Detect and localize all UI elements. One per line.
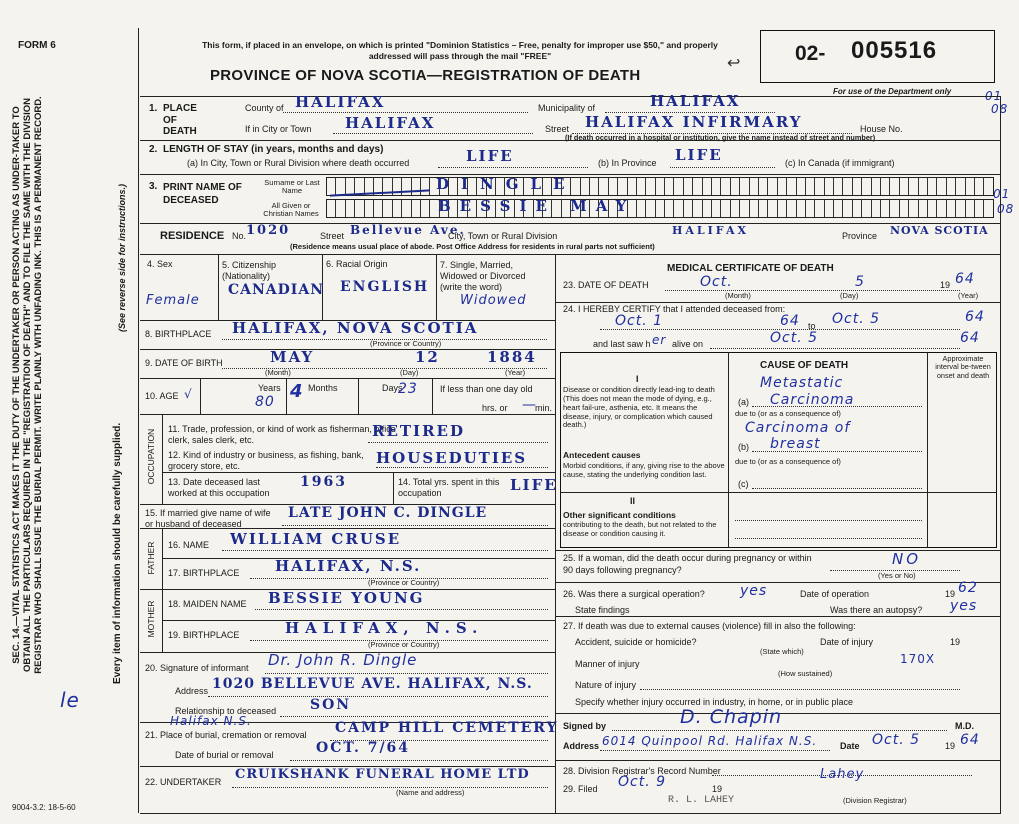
- death-day: 5: [855, 274, 865, 290]
- stay-city-field: LIFE: [466, 147, 514, 165]
- mother-maiden-name: BESSIE YOUNG: [268, 589, 425, 607]
- undertaker-field: CRUIKSHANK FUNERAL HOME LTD: [235, 767, 530, 782]
- age-days: 23: [398, 381, 418, 397]
- father-name: WILLIAM CRUSE: [230, 530, 402, 548]
- filed-date: Oct. 9: [618, 774, 667, 790]
- medical-certificate-title: MEDICAL CERTIFICATE OF DEATH: [667, 263, 834, 274]
- age-years: 80: [255, 394, 275, 410]
- attended-from-year: 64: [780, 313, 800, 329]
- informant-address: 1020 BELLEVUE AVE. HALIFAX, N.S.: [212, 676, 533, 692]
- margin-code-1: 01: [985, 89, 1003, 103]
- cause-a-line1: Metastatic: [760, 375, 844, 391]
- sec14-notice: SEC. 14.—VITAL STATISTICS ACT MAKES IT THE DUTY OF THE UNDERTAKER OR PERSON ACTING AS UNDER-TAKER TO OBTAIN ALL THE PARTICULARS REQUIRED IN THE "REGISTRATION OF DEATH" AND TO FILE THE SAME WITH THE DIVISION REGISTRAR WHO SHALL ISSUE THE BURIAL PERMIT. WRITE PLAINLY WITH UNFADING INK. THIS IS A PERMANENT RECORD.: [11, 96, 44, 674]
- margin-code-4: 08: [997, 202, 1015, 216]
- margin-code-2: 08: [991, 102, 1009, 116]
- burial-note: Halifax N.S.: [170, 714, 252, 728]
- every-item-note: Every item of information should be carefully supplied.: [112, 422, 123, 684]
- operation-year: 62: [958, 580, 978, 596]
- occupation-trade: RETIRED: [372, 422, 465, 440]
- pregnancy-answer: NO: [892, 550, 922, 568]
- county-field: HALIFAX: [295, 93, 386, 111]
- residence-province: NOVA SCOTIA: [890, 224, 989, 237]
- informant-signature: Dr. John R. Dingle: [268, 651, 418, 669]
- registrar-signature-mark: Lahey: [820, 767, 865, 782]
- sidebar-mark: le: [60, 688, 80, 712]
- dob-day: 12: [415, 348, 440, 366]
- citizenship-field: CANADIAN: [228, 282, 325, 298]
- burial-date: OCT. 7/64: [316, 740, 411, 756]
- physician-address: 6014 Quinpool Rd. Halifax N.S.: [602, 734, 818, 748]
- cause-b-line1: Carcinoma of: [745, 420, 851, 436]
- attended-to-year: 64: [965, 309, 985, 325]
- age-months: 4: [290, 381, 304, 402]
- form-code: 9004-3.2: 18-5-60: [12, 803, 76, 812]
- manner-mark: 170X: [900, 652, 936, 666]
- residence-street: Bellevue Ave.: [350, 223, 466, 237]
- surname-field: DINGLE: [436, 175, 577, 193]
- mother-side-label: MOTHER: [146, 600, 156, 638]
- sex-field: Female: [146, 293, 200, 308]
- death-year: 64: [955, 271, 975, 287]
- physician-signature: D. Chapin: [680, 706, 783, 728]
- marital-status-field: Widowed: [460, 293, 527, 308]
- form-title: PROVINCE OF NOVA SCOTIA—REGISTRATION OF DEATH: [210, 67, 641, 84]
- stay-province-field: LIFE: [675, 146, 723, 164]
- municipality-field: HALIFAX: [650, 92, 741, 110]
- print-name-label: PRINT NAME OF DECEASED: [163, 182, 242, 206]
- dob-month: MAY: [270, 348, 315, 366]
- certificate-date: Oct. 5: [872, 732, 921, 748]
- informant-relationship: SON: [310, 697, 352, 713]
- surgical-operation-answer: yes: [740, 583, 768, 599]
- last-saw-alive: Oct. 5: [770, 330, 819, 346]
- registration-number: 005516: [851, 37, 938, 64]
- attended-to: Oct. 5: [832, 311, 881, 327]
- autopsy-answer: yes: [950, 598, 978, 614]
- cause-a-line2: Carcinoma: [770, 392, 855, 408]
- burial-place: CAMP HILL CEMETERY: [335, 720, 559, 736]
- death-month: Oct.: [700, 274, 733, 290]
- arrow-mark: ↩: [727, 55, 741, 72]
- postal-notice: This form, if placed in an envelope, on which is printed "Dominion Statistics – Free, penalty for improper use $50," and properly addressed will pass through the mail "FREE": [202, 40, 718, 61]
- death-registration-form: FORM 6 This form, if placed in an envelope, on which is printed "Dominion Statistics – Free, penalty for improper use $50," and properly addressed will pass through the mail "FREE" PROVINCE OF NOVA SCOTIA—REGISTRATION OF DEATH 02- 005516 ↩ For use of the Department only 01 08 01 08 SEC. 14.—VITAL STATISTICS ACT MAKES IT THE DUTY OF THE UNDERTAKER OR PERSON ACTING AS UNDER-TAKER TO OBTAIN ALL THE PARTICULARS REQUIRED IN THE "REGISTRATION OF DEATH" AND TO FILE THE SAME WITH THE DIVISION REGISTRAR WHO SHALL ISSUE THE BURIAL PERMIT. WRITE PLAINLY WITH UNFADING INK. THIS IS A PERMANENT RECORD. Every item of information should be carefully supplied. (See reverse side for instructions.) le 1. PLACE OF DEATH County of HALIFAX Municipality of HALIFAX If in City or Town HALIFAX Street HALIFAX INFIRMARY House No. (If death occurred in a hospital or institution, give the name instead of street and number) 2. LENGTH OF STAY (in years, months and days) (a) In City, Town or Rural Division where death occurred LIFE (b) In Province LIFE (c) In Canada (if immigrant) 3. PRINT NAME OF DECEASED Surname or Last Name All Given or Christian Names DINGLE BESSIE MAY RESIDENCE No. 1020 Street Bellevue Ave. City, Town or Rural Division HALIFAX Province NOVA SCOTIA (Residence means usual place of abode. Post Office Address for residents in rural parts not sufficient) 4. Sex Female 5. Citizenship (Nationality) CANADIAN 6. Racial Origin ENGLISH 7. Single, Married, Widowed or Divorced (write the word) Widowed 8. BIRTHPLACE HALIFAX, NOVA SCOTIA (Province or Country) 9. DATE OF BIRTH MAY 12 1884 (Month) (Day) (Year) 10. AGE √ Years 80 4 Months Days 23 If less than one day old hrs. or — min. OCCUPATION 11. Trade, profession, or kind of work as fisherman, office clerk, sales clerk, etc. RETIRED 12. Kind of industry or business, as fishing, bank, grocery store, etc. HOUSEDUTIES 13. Date deceased last worked at this occupation 1963 14. Total yrs. spent in this occupation LIFE 15. If married give name of wife or husband of deceased LATE JOHN C. DINGLE FATHER MOTHER 16. NAME WILLIAM CRUSE 17. BIRTHPLACE HALIFAX, N.S. (Province or Country) 18. MAIDEN NAME BESSIE YOUNG 19. BIRTHPLACE HALIFAX, N.S. (Province or Country) 20. Signature of informant Dr. John R. Dingle Address 1020 BELLEVUE AVE. HALIFAX, N.S. Relationship to deceased SON Halifax N.S. 21. Place of burial, cremation or removal CAMP HILL CEMETERY Date of burial or removal OCT. 7/64 22. UNDERTAKER CRUIKSHANK FUNERAL HOME LTD (Name and address) MEDICAL CERTIFICATE OF DEATH 23. DATE OF DEATH Oct. 5 19 64 (Month) (Day) (Year) 24. I HEREBY CERTIFY that I attended deceased from: Oct. 1 64 to Oct. 5 64 and last saw h er alive on Oct. 5 64 CAUSE OF DEATH Approximate interval be-tween onset and death I Disease or condition directly lead-ing to death (This does not mean the mode of dying, e.g., heart fail-ure, asthenia, etc. It means the disease, injury, or complication which caused death.) (a) Metastatic Carcinoma due to (or as a consequence of) Carcinoma of breast (b) Antecedent causes Morbid conditions, if any, giving rise to the above cause, stating the underlying condition last. due to (or as a consequence of) (c) II Other significant conditions contributing to the death, but not related to the disease or condition causing it. 25. If a woman, did the death occur during pregnancy or within 90 days following pregnancy? NO (Yes or No) 26. Was there a surgical operation? yes Date of operation 19 62 State findings Was there an autopsy? yes 27. If death was due to external causes (violence) fill in also the following: Accident, suicide or homicide? Date of injury 19 (State which) Manner of injury 170X (How sustained) Nature of injury Specify whether injury occurred in industry, in home, or in public place Signed by D. Chapin M.D. Address 6014 Quinpool Rd. Halifax N.S. Date Oct. 5 19 64 28. Division Registrar's Record Number 29. Filed Oct. 9 19 Lahey R. L. LAHEY (Division Registrar) 9004-3.2: 18-5-60: [0, 0, 1019, 824]
- dob-year: 1884: [487, 348, 537, 366]
- attended-from: Oct. 1: [615, 313, 664, 329]
- last-saw-year: 64: [960, 330, 980, 346]
- spouse-field: LATE JOHN C. DINGLE: [288, 505, 488, 521]
- racial-origin-field: ENGLISH: [340, 279, 430, 295]
- sidebar-divider: [138, 28, 139, 813]
- father-side-label: FATHER: [146, 541, 156, 575]
- father-birthplace: HALIFAX, N.S.: [275, 557, 422, 575]
- occupation-side-label: OCCUPATION: [146, 428, 156, 485]
- occupation-years: LIFE: [510, 476, 558, 494]
- residence-city: HALIFAX: [672, 224, 750, 237]
- margin-code-3: 01: [993, 187, 1011, 201]
- registration-prefix: 02-: [795, 42, 826, 65]
- given-names-field: BESSIE MAY: [438, 197, 636, 215]
- residence-number: 1020: [246, 223, 291, 238]
- place-of-death-label: PLACE OF DEATH: [163, 103, 197, 137]
- see-reverse-note: (See reverse side for instructions.): [117, 183, 127, 332]
- occupation-last-worked: 1963: [300, 474, 347, 490]
- birthplace-field: HALIFAX, NOVA SCOTIA: [232, 319, 479, 337]
- registrar-stamp: R. L. LAHEY: [668, 795, 735, 806]
- occupation-industry: HOUSEDUTIES: [376, 449, 528, 467]
- given-name-grid: [326, 199, 994, 218]
- residence-label: RESIDENCE: [160, 230, 225, 242]
- street-field: HALIFAX INFIRMARY: [585, 113, 803, 131]
- city-field: HALIFAX: [345, 114, 436, 132]
- cause-b-line2: breast: [770, 436, 821, 452]
- form-number: FORM 6: [18, 40, 56, 51]
- department-use-label: For use of the Department only: [833, 87, 952, 96]
- certificate-year: 64: [960, 732, 980, 748]
- mother-birthplace: HALIFAX, N.S.: [285, 619, 484, 637]
